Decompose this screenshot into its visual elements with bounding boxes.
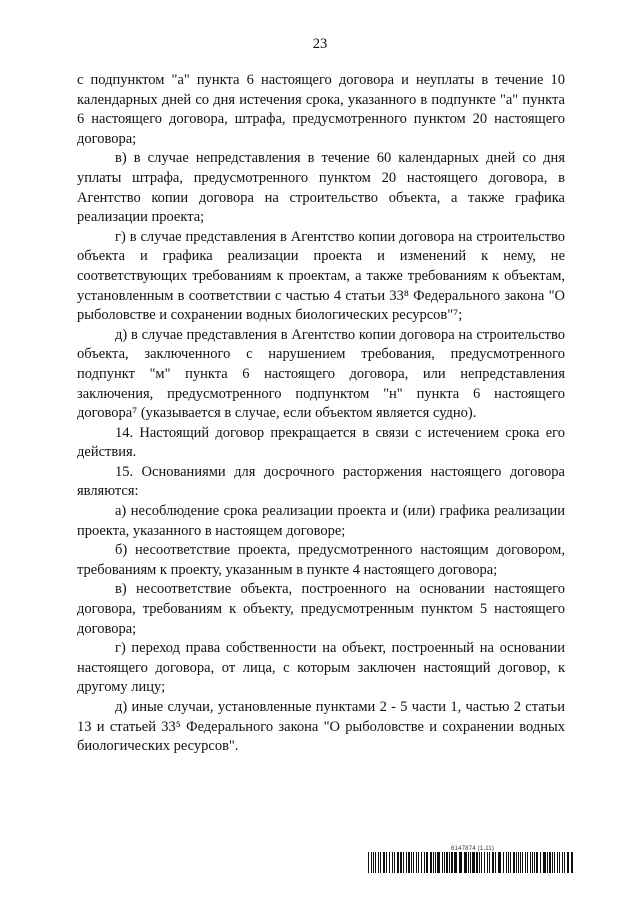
barcode-bar	[430, 852, 432, 873]
barcode-bar	[487, 852, 488, 873]
barcode-bar	[559, 852, 560, 873]
barcode-bar	[446, 852, 448, 873]
barcode-bar	[508, 852, 509, 873]
barcode-bar	[470, 852, 471, 873]
barcode-bar	[454, 852, 457, 873]
paragraph-ground-b: б) несоответствие проекта, предусмотренного настоящим договором, требованиям к проекту, указанным в пункте 4 настоящего договора;	[77, 542, 565, 578]
paragraph-subitem-v: в) в случае непредставления в течение 60 календарных дней со дня уплаты штрафа, предусмотренного пунктом 20 настоящего договора, в Агентство копии договора на строительство объекта, а также графика реализации проекта;	[77, 150, 565, 226]
barcode-bar	[476, 852, 478, 873]
barcode-bar	[424, 852, 425, 873]
barcode-bar	[532, 852, 533, 873]
barcode-bar	[421, 852, 422, 873]
barcode-bar	[449, 852, 450, 873]
barcode-bar	[557, 852, 558, 873]
barcode-bar	[389, 852, 390, 873]
barcode-bar	[371, 852, 372, 873]
barcode-bar	[543, 852, 546, 873]
barcode-bar	[536, 852, 538, 873]
barcode-bar	[368, 852, 369, 873]
barcode-bar	[498, 852, 501, 873]
barcode-bar	[406, 852, 407, 873]
paragraph-ground-a: а) несоблюдение срока реализации проекта и (или) графика реализации проекта, указанного в настоящем договоре;	[77, 503, 565, 539]
barcode-bar	[571, 852, 573, 873]
barcode-bar	[418, 852, 419, 873]
barcode-bar	[442, 852, 443, 873]
barcode-bar	[416, 852, 417, 873]
barcode-bar	[489, 852, 490, 873]
barcode-bar	[392, 852, 393, 873]
paragraph-subitem-g: г) в случае представления в Агентство копии договора на строительство объекта и графика реализации проекта и изменений к нему, не соответствующих требованиям к проектам, а также требованиям к объектам, установленным в соответствии с частью 4 статьи 33⁸ Федерального закона "О рыболовстве и сохранении водных биологических ресурсов"⁷;	[77, 228, 565, 324]
barcode-bar	[383, 852, 385, 873]
barcode-bar	[530, 852, 531, 873]
barcode-bar	[400, 852, 402, 873]
paragraph-ground-v: в) несоответствие объекта, построенного на основании настоящего договора, требованиям к объекту, предусмотренным пунктом 5 настоящего договора;	[77, 581, 565, 637]
paragraph-item-14: 14. Настоящий договор прекращается в связи с истечением срока его действия.	[77, 424, 565, 461]
barcode-bar	[386, 852, 387, 873]
barcode-bar	[534, 852, 535, 873]
barcode-bar	[375, 852, 376, 873]
barcode-bar	[426, 852, 428, 873]
barcode-bar	[562, 852, 563, 873]
barcode-bar	[516, 852, 517, 873]
barcode-bar	[378, 852, 379, 873]
barcode-bar	[479, 852, 480, 873]
barcode-bar	[464, 852, 467, 873]
barcode-bar	[373, 852, 374, 873]
barcode-bar	[547, 852, 548, 873]
barcode-bar	[552, 852, 553, 873]
barcode-bar	[506, 852, 507, 873]
barcode-bar	[527, 852, 528, 873]
barcode-bar	[380, 852, 381, 873]
barcode-bar	[513, 852, 515, 873]
barcode-bar	[437, 852, 440, 873]
barcode	[368, 852, 574, 873]
barcode-bar	[394, 852, 395, 873]
barcode-bar	[433, 852, 434, 873]
barcode-bar	[564, 852, 565, 873]
barcode-bar	[435, 852, 436, 873]
paragraph-ground-d: д) иные случаи, установленные пунктами 2 - 5 части 1, частью 2 статьи 13 и статьей 33⁵ Федерального закона "О рыболовстве и сохранении водных биологических ресурсов".	[77, 699, 565, 755]
paragraph-continuation: с подпунктом "а" пункта 6 настоящего договора и неуплаты в течение 10 календарных дней со дня истечения срока, указанного в подпункте "а" пункта 6 настоящего договора, штрафа, предусмотренного пунктом 20 настоящего договора;	[77, 72, 565, 147]
barcode-bar	[468, 852, 469, 873]
barcode-bar	[522, 852, 523, 873]
barcode-bar	[492, 852, 494, 873]
barcode-bar	[554, 852, 555, 873]
barcode-bar	[459, 852, 462, 873]
paragraph-item-15: 15. Основаниями для досрочного расторжения настоящего договора являются:	[77, 463, 565, 500]
document-body	[77, 71, 565, 757]
barcode-bar	[549, 852, 551, 873]
barcode-bar	[503, 852, 504, 873]
barcode-bar	[518, 852, 519, 873]
page-number: 23	[312, 36, 328, 52]
paragraph-subitem-d: д) в случае представления в Агентство копии договора на строительство объекта, заключенного с нарушением требования, предусмотренного подпункт "м" пункта 6 настоящего договора, или непредставления заключения, предусмотренного подпунктом "н" пункта 6 настоящего договора⁷ (указывается в случае, если объектом является судно).	[77, 326, 565, 422]
barcode-bar	[411, 852, 412, 873]
barcode-bar	[413, 852, 414, 873]
barcode-bar	[540, 852, 541, 873]
barcode-bar	[451, 852, 453, 873]
barcode-bar	[484, 852, 485, 873]
document-code: 6147874 (1.11)	[451, 846, 495, 852]
barcode-bar	[472, 852, 475, 873]
barcode-bar	[408, 852, 410, 873]
barcode-bar	[510, 852, 511, 873]
barcode-bar	[520, 852, 521, 873]
barcode-bar	[397, 852, 399, 873]
barcode-bar	[495, 852, 496, 873]
barcode-bar	[403, 852, 404, 873]
paragraph-ground-g: г) переход права собственности на объект, построенный на основании настоящего договора, от лица, с которым заключен настоящий договор, к другому лицу;	[77, 640, 565, 696]
barcode-bar	[567, 852, 569, 873]
barcode-bar	[525, 852, 526, 873]
barcode-bar	[444, 852, 445, 873]
barcode-bar	[481, 852, 482, 873]
